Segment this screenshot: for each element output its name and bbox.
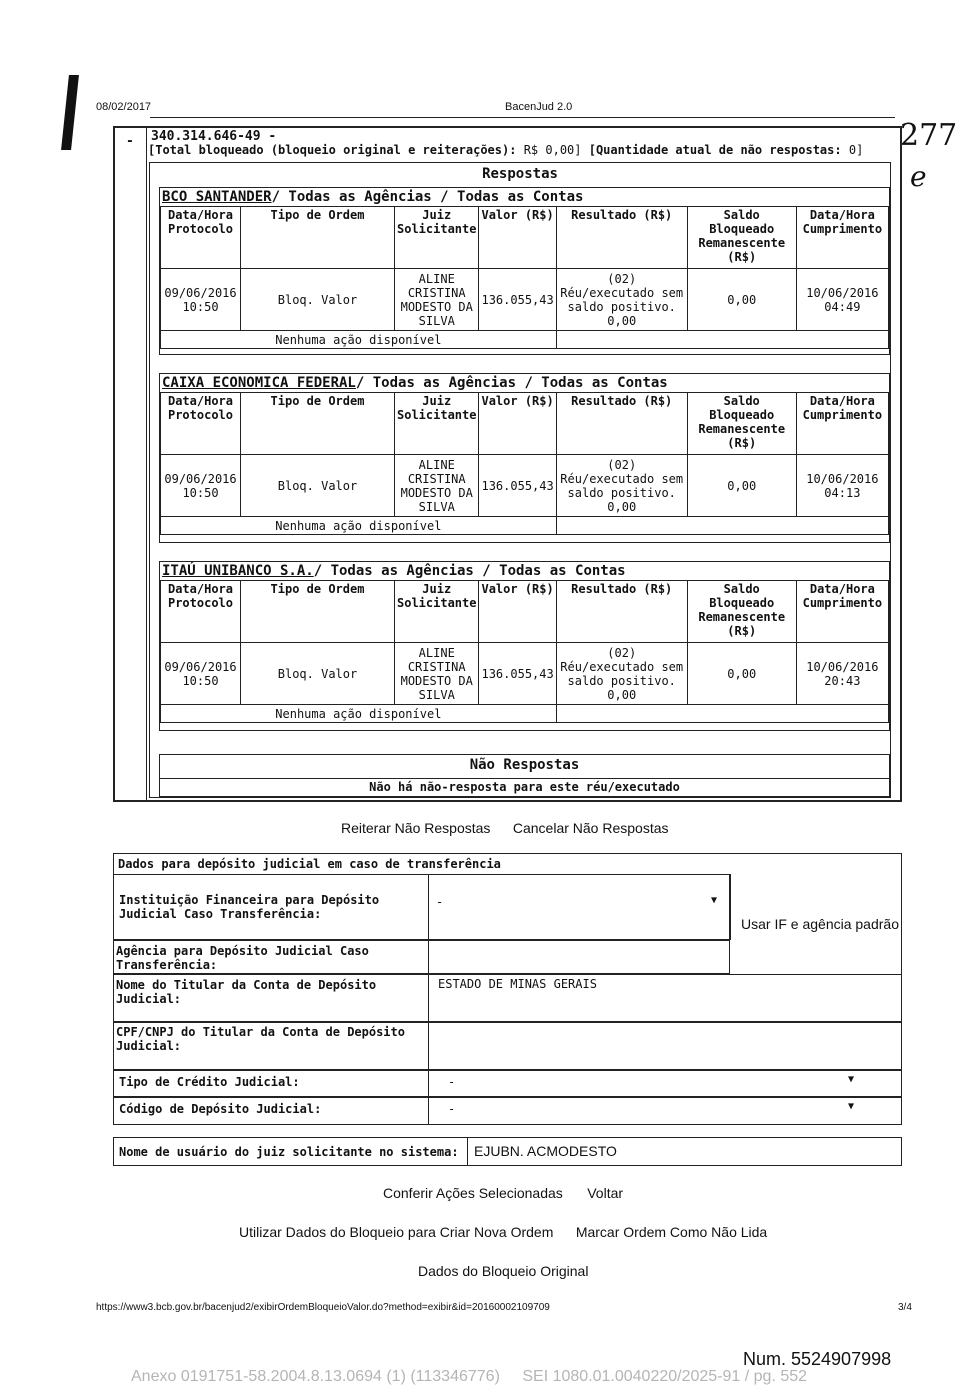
action-text: Nenhuma ação disponível: [161, 331, 557, 349]
scan-mark: [61, 75, 79, 150]
usuario-divider: [467, 1138, 468, 1165]
col-saldo: Saldo Bloqueado Remanescente (R$): [687, 393, 796, 455]
bank-name: [162, 563, 626, 579]
cell-valor: 136.055,43: [479, 643, 556, 705]
print-title: BacenJud 2.0: [505, 101, 573, 113]
cell-date: 09/06/2016 10:50: [161, 269, 241, 331]
response-table: [160, 206, 889, 349]
usuario-value[interactable]: EJUBN. ACMODESTO: [474, 1143, 617, 1159]
table-row: [161, 455, 889, 517]
col-tipo-ordem: Tipo de Ordem: [241, 393, 395, 455]
cell-cumprimento: 10/06/2016 04:13: [796, 455, 888, 517]
cell-valor: 136.055,43: [479, 269, 556, 331]
table-header-row: [161, 393, 889, 455]
usar-divider: [730, 874, 731, 940]
anexo-text: Anexo 0191751-58.2004.8.13.0694 (1) (113346776): [131, 1368, 500, 1385]
cell-cumprimento: 10/06/2016 20:43: [796, 643, 888, 705]
cell-cumprimento: 10/06/2016 04:49: [796, 269, 888, 331]
cancelar-link[interactable]: Cancelar Não Respostas: [512, 820, 669, 836]
table-header-row: [161, 207, 889, 269]
chevron-down-icon: ▼: [848, 1101, 855, 1112]
tipo-credito-label: Tipo de Crédito Judicial:: [119, 1075, 300, 1089]
reiterar-link[interactable]: Reiterar Não Respostas: [341, 820, 491, 836]
protocol-number: 340.314.646-49 -: [151, 129, 277, 144]
collapse-toggle[interactable]: -: [126, 134, 134, 149]
cell-resultado: (02) Réu/executado sem saldo positivo. 0,00: [556, 455, 687, 517]
dados-bloqueio-original-link[interactable]: Dados do Bloqueio Original: [418, 1263, 589, 1279]
deposito-title: Dados para depósito judicial em caso de transferência: [118, 857, 501, 871]
anexo-watermark: [131, 1368, 825, 1386]
voltar-link[interactable]: Voltar: [587, 1185, 624, 1201]
cell-tipo: Bloq. Valor: [241, 269, 395, 331]
handwritten-page-number: 277: [900, 118, 958, 153]
col-juiz: Juiz Solicitante: [395, 207, 479, 269]
cell-juiz: ALINE CRISTINA MODESTO DA SILVA: [395, 455, 479, 517]
usar-if-padrao-button[interactable]: Usar IF e agência padrão: [741, 916, 899, 932]
action-text: Nenhuma ação disponível: [161, 517, 557, 535]
count-value: 0]: [848, 143, 864, 157]
chevron-down-icon: ▼: [711, 895, 718, 906]
cpf-label: CPF/CNPJ do Titular da Conta de Depósito Judicial:: [116, 1025, 405, 1053]
tipo-credito-value: -: [448, 1075, 456, 1089]
handwritten-mark: e: [910, 160, 927, 193]
cell-valor: 136.055,43: [479, 455, 556, 517]
cell-date: 09/06/2016 10:50: [161, 455, 241, 517]
bank-scope: / Todas as Agências / Todas as Contas: [313, 563, 626, 579]
cpf-input[interactable]: [429, 1023, 899, 1068]
agencia-input[interactable]: [429, 941, 729, 972]
codigo-label: Código de Depósito Judicial:: [119, 1102, 322, 1116]
col-resultado: Resultado (R$): [556, 581, 687, 643]
col-juiz: Juiz Solicitante: [395, 393, 479, 455]
usuario-label: Nome de usuário do juiz solicitante no sistema:: [119, 1145, 459, 1159]
col-cumprimento: Data/Hora Cumprimento: [796, 207, 888, 269]
cell-resultado: (02) Réu/executado sem saldo positivo. 0,00: [556, 643, 687, 705]
cell-juiz: ALINE CRISTINA MODESTO DA SILVA: [395, 269, 479, 331]
col-tipo-ordem: Tipo de Ordem: [241, 581, 395, 643]
col-valor: Valor (R$): [479, 581, 556, 643]
order-frame-divider: [146, 128, 147, 800]
col-data-hora-protocolo: Data/Hora Protocolo: [161, 393, 241, 455]
codigo-value: -: [448, 1102, 456, 1116]
nao-respostas-links: [341, 820, 687, 838]
cell-tipo: Bloq. Valor: [241, 455, 395, 517]
action-row: [161, 705, 889, 723]
action-row: [161, 331, 889, 349]
col-saldo: Saldo Bloqueado Remanescente (R$): [687, 207, 796, 269]
document-number: Num. 5524907998: [743, 1349, 892, 1369]
bank-name: [162, 189, 583, 205]
nao-respostas-divider: [160, 778, 889, 779]
total-label: [Total bloqueado (bloqueio original e reiterações):: [148, 143, 517, 157]
chevron-down-icon: ▼: [848, 1074, 855, 1085]
cell-juiz: ALINE CRISTINA MODESTO DA SILVA: [395, 643, 479, 705]
instituicao-select[interactable]: [428, 874, 730, 940]
col-juiz: Juiz Solicitante: [395, 581, 479, 643]
cell-tipo: Bloq. Valor: [241, 643, 395, 705]
bank-link[interactable]: ITAÚ UNIBANCO S.A.: [162, 563, 314, 579]
bank-block-itau: [159, 561, 890, 731]
col-resultado: Resultado (R$): [556, 393, 687, 455]
table-header-row: [161, 581, 889, 643]
bank-block-santander: [159, 187, 890, 355]
conferir-link[interactable]: Conferir Ações Selecionadas: [383, 1185, 563, 1201]
col-saldo: Saldo Bloqueado Remanescente (R$): [687, 581, 796, 643]
col-cumprimento: Data/Hora Cumprimento: [796, 581, 888, 643]
cell-resultado: (02) Réu/executado sem saldo positivo. 0,00: [556, 269, 687, 331]
action-empty: [556, 705, 888, 723]
col-tipo-ordem: Tipo de Ordem: [241, 207, 395, 269]
table-row: [161, 269, 889, 331]
page-url: https://www3.bcb.gov.br/bacenjud2/exibirOrdemBloqueioValor.do?method=exibir&id=20160002109709: [96, 1302, 550, 1313]
action-empty: [556, 331, 888, 349]
bank-link[interactable]: CAIXA ECONOMICA FEDERAL: [162, 375, 356, 391]
bank-scope: / Todas as Agências / Todas as Contas: [271, 189, 584, 205]
agencia-label: Agência para Depósito Judicial Caso Transferência:: [116, 944, 369, 972]
action-text: Nenhuma ação disponível: [161, 705, 557, 723]
nao-respostas-text: Não há não-resposta para este réu/executado: [369, 780, 680, 794]
response-table: [160, 580, 889, 723]
instituicao-value: -: [436, 895, 444, 909]
cell-saldo: 0,00: [687, 643, 796, 705]
tipo-credito-select[interactable]: [428, 1070, 868, 1097]
titular-label: Nome do Titular da Conta de Depósito Judicial:: [116, 978, 377, 1006]
total-bloqueado: [148, 143, 863, 157]
cell-saldo: 0,00: [687, 269, 796, 331]
col-resultado: Resultado (R$): [556, 207, 687, 269]
col-data-hora-protocolo: Data/Hora Protocolo: [161, 207, 241, 269]
table-row: [161, 643, 889, 705]
col-data-hora-protocolo: Data/Hora Protocolo: [161, 581, 241, 643]
total-value: R$ 0,00]: [523, 143, 582, 157]
actions-row-2: [239, 1224, 785, 1242]
utilizar-dados-link[interactable]: Utilizar Dados do Bloqueio para Criar Nova Ordem: [239, 1224, 554, 1240]
titular-value[interactable]: ESTADO DE MINAS GERAIS: [438, 977, 597, 991]
col-cumprimento: Data/Hora Cumprimento: [796, 393, 888, 455]
page-number: 3/4: [898, 1302, 912, 1313]
bank-link[interactable]: BCO SANTANDER: [162, 189, 272, 205]
col-valor: Valor (R$): [479, 393, 556, 455]
bank-block-caixa: [159, 373, 890, 543]
print-date: 08/02/2017: [96, 101, 152, 113]
cell-date: 09/06/2016 10:50: [161, 643, 241, 705]
instituicao-label: Instituição Financeira para Depósito Judicial Caso Transferência:: [119, 893, 380, 921]
header-divider: [150, 117, 895, 118]
action-row: [161, 517, 889, 535]
cell-saldo: 0,00: [687, 455, 796, 517]
marcar-nao-lida-link[interactable]: Marcar Ordem Como Não Lida: [575, 1224, 768, 1240]
nao-respostas-title: Não Respostas: [469, 757, 580, 773]
action-empty: [556, 517, 888, 535]
sei-text: SEI 1080.01.0040220/2025-91 / pg. 552: [522, 1368, 808, 1385]
col-valor: Valor (R$): [479, 207, 556, 269]
codigo-select[interactable]: [428, 1097, 868, 1125]
bank-scope: / Todas as Agências / Todas as Contas: [355, 375, 668, 391]
count-label: [Quantidade atual de não respostas:: [588, 143, 842, 157]
response-table: [160, 392, 889, 535]
actions-row-1: [383, 1185, 643, 1203]
bank-name: [162, 375, 668, 391]
respostas-title: Respostas: [482, 166, 558, 182]
